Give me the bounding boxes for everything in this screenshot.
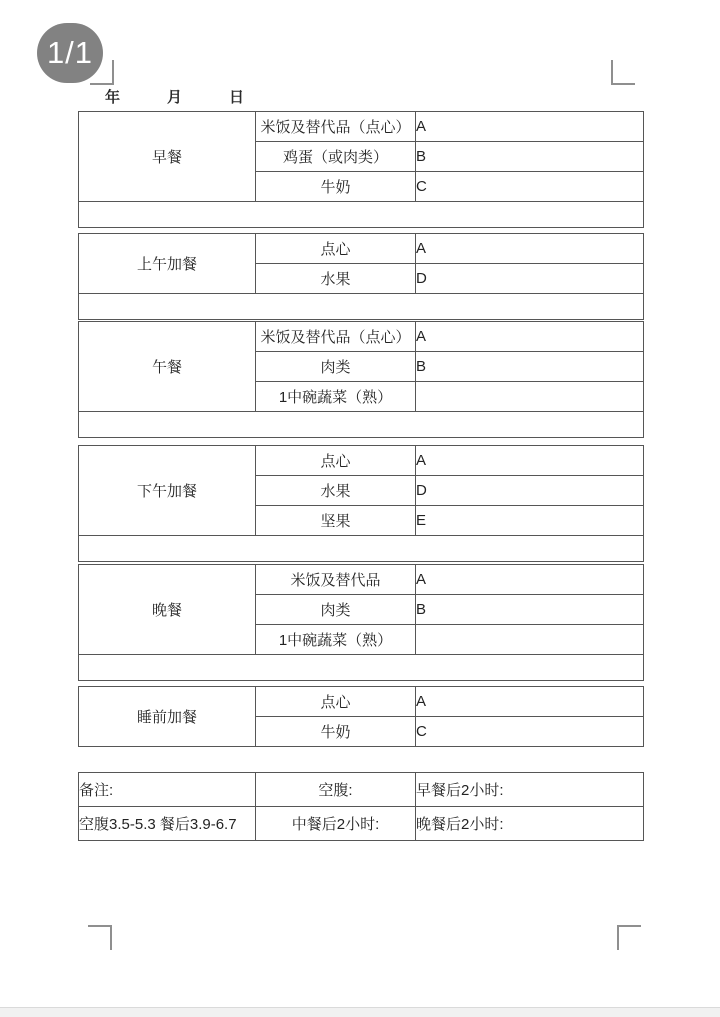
page-indicator-label: 1/1 (46, 35, 94, 70)
item-cell: 水果 (256, 264, 416, 294)
item-cell: 水果 (256, 476, 416, 506)
code-cell (416, 625, 644, 655)
item-cell: 1中碗蔬菜（熟） (256, 625, 416, 655)
notes-table (78, 772, 644, 841)
item-cell: 牛奶 (256, 172, 416, 202)
date-month-label: 月 (167, 89, 183, 106)
notes-cell: 晚餐后2小时: (416, 807, 644, 841)
code-cell: C (416, 172, 644, 202)
meal-table-afternoon-snack (78, 445, 644, 562)
meal-table-breakfast (78, 111, 644, 228)
crop-mark-bottom-left-icon (88, 925, 112, 950)
spacer-row-cell (79, 655, 644, 681)
meal-table-morning-snack (78, 233, 644, 320)
item-cell: 米饭及替代品（点心） (256, 322, 416, 352)
meal-name-cell: 上午加餐 (79, 234, 256, 294)
meal-name-cell: 睡前加餐 (79, 687, 256, 747)
meal-name-cell: 午餐 (79, 322, 256, 412)
notes-cell: 空腹: (256, 773, 416, 807)
item-cell: 米饭及替代品 (256, 565, 416, 595)
code-cell: D (416, 476, 644, 506)
meal-name-cell: 下午加餐 (79, 446, 256, 536)
meal-name-cell: 晚餐 (79, 565, 256, 655)
item-cell: 米饭及替代品（点心） (256, 112, 416, 142)
item-cell: 点心 (256, 446, 416, 476)
date-year-label: 年 (105, 89, 121, 106)
code-cell: B (416, 352, 644, 382)
spacer-row-cell (79, 294, 644, 320)
code-cell: A (416, 234, 644, 264)
code-cell: B (416, 142, 644, 172)
spacer-row-cell (79, 536, 644, 562)
code-cell: A (416, 687, 644, 717)
meal-table-bedtime-snack (78, 686, 644, 747)
code-cell (416, 382, 644, 412)
code-cell: A (416, 446, 644, 476)
code-cell: E (416, 506, 644, 536)
item-cell: 点心 (256, 687, 416, 717)
item-cell: 1中碗蔬菜（熟） (256, 382, 416, 412)
item-cell: 肉类 (256, 352, 416, 382)
crop-mark-bottom-right-icon (617, 925, 641, 950)
item-cell: 肉类 (256, 595, 416, 625)
code-cell: A (416, 112, 644, 142)
date-day-label: 日 (229, 89, 245, 106)
notes-cell: 备注: (79, 773, 256, 807)
code-cell: A (416, 322, 644, 352)
code-cell: C (416, 717, 644, 747)
item-cell: 坚果 (256, 506, 416, 536)
meal-table-dinner (78, 564, 644, 681)
notes-cell: 空腹3.5-5.3 餐后3.9-6.7 (79, 807, 256, 841)
meal-table-lunch (78, 321, 644, 438)
code-cell: D (416, 264, 644, 294)
meal-name-cell: 早餐 (79, 112, 256, 202)
code-cell: B (416, 595, 644, 625)
notes-cell: 早餐后2小时: (416, 773, 644, 807)
page-indicator-badge (37, 23, 103, 83)
crop-mark-top-right-icon (611, 60, 635, 85)
date-header (105, 86, 244, 107)
notes-cell: 中餐后2小时: (256, 807, 416, 841)
item-cell: 鸡蛋（或肉类） (256, 142, 416, 172)
spacer-row-cell (79, 412, 644, 438)
item-cell: 点心 (256, 234, 416, 264)
item-cell: 牛奶 (256, 717, 416, 747)
spacer-row-cell (79, 202, 644, 228)
code-cell: A (416, 565, 644, 595)
